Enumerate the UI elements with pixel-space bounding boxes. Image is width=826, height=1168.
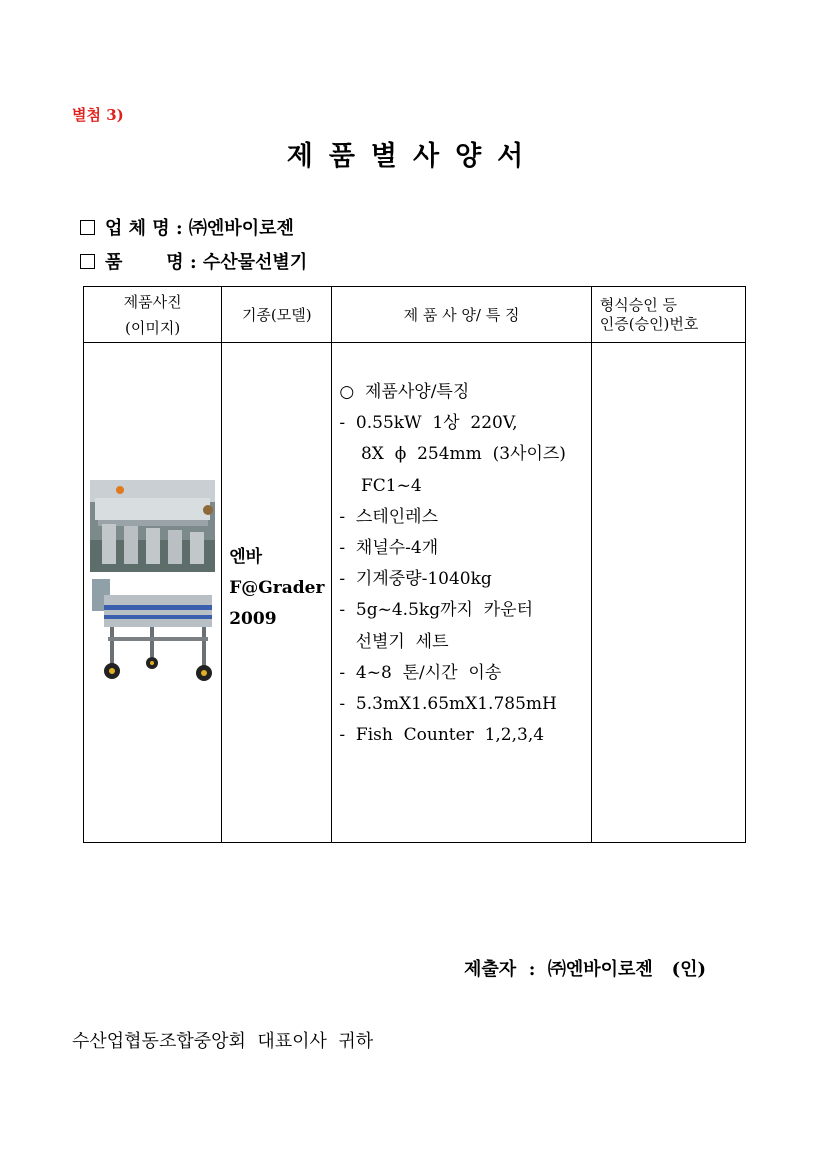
product-label: 품 명	[105, 252, 184, 273]
model-line-3: 2009	[229, 609, 277, 629]
product-value: 수산물선별기	[202, 252, 308, 273]
spec-line: - 0.55kW 1상 220V,	[339, 413, 518, 434]
spec-line: - 4~8 톤/시간 이송	[339, 662, 502, 683]
spec-line: - 기계중량-1040kg	[339, 569, 492, 590]
model-line-2: F@Grader	[229, 578, 325, 598]
header-row	[84, 287, 746, 343]
attachment-label: 별첨 3)	[72, 106, 124, 124]
spec-line: - 5g~4.5kg까지 카운터	[339, 600, 533, 621]
specs-cell	[332, 343, 591, 843]
header-photo-line2: (이미지)	[125, 318, 181, 337]
spec-line: 8X ϕ 254mm (3사이즈)	[339, 444, 566, 465]
product-photo-bottom	[90, 575, 215, 685]
cert-cell	[591, 343, 745, 843]
header-photo-line1: 제품사진	[123, 292, 182, 311]
spec-line: FC1~4	[339, 475, 422, 496]
company-sep: :	[175, 218, 183, 239]
header-photo	[84, 287, 222, 343]
header-cert-line2: 인증(승인)번호	[599, 314, 699, 333]
spec-line: - 스테인레스	[339, 506, 439, 527]
photo-cell	[84, 343, 222, 843]
spec-table	[83, 286, 746, 843]
product-row	[80, 248, 307, 274]
product-data-row	[84, 343, 746, 843]
header-cert-line1: 형식승인 등	[599, 295, 677, 314]
spec-line: - Fish Counter 1,2,3,4	[339, 725, 545, 746]
header-cert	[591, 287, 745, 343]
model-line-1: 엔바	[229, 547, 263, 567]
addressee-line: 수산업협동조합중앙회 대표이사 귀하	[72, 1031, 374, 1052]
submitter-line: 제출자 : ㈜엔바이로젠 (인)	[464, 959, 707, 980]
company-row	[80, 214, 294, 240]
spec-line: - 5.3mX1.65mX1.785mH	[339, 694, 557, 715]
checkbox-icon	[80, 220, 95, 235]
model-cell	[222, 343, 332, 843]
product-sep: :	[189, 252, 197, 273]
company-label: 업 체 명	[105, 218, 170, 239]
product-photo-top	[90, 480, 215, 572]
checkbox-icon	[80, 254, 95, 269]
spec-line: 선별기 세트	[339, 631, 449, 652]
company-value: ㈜엔바이로젠	[188, 218, 294, 239]
spec-line: ○ 제품사양/특징	[339, 382, 470, 402]
spec-line: - 채널수-4개	[339, 538, 439, 559]
header-specs: 제 품 사 양/ 특 징	[332, 287, 591, 343]
document-title: 제품별사양서	[286, 141, 540, 172]
header-model: 기종(모델)	[222, 287, 332, 343]
